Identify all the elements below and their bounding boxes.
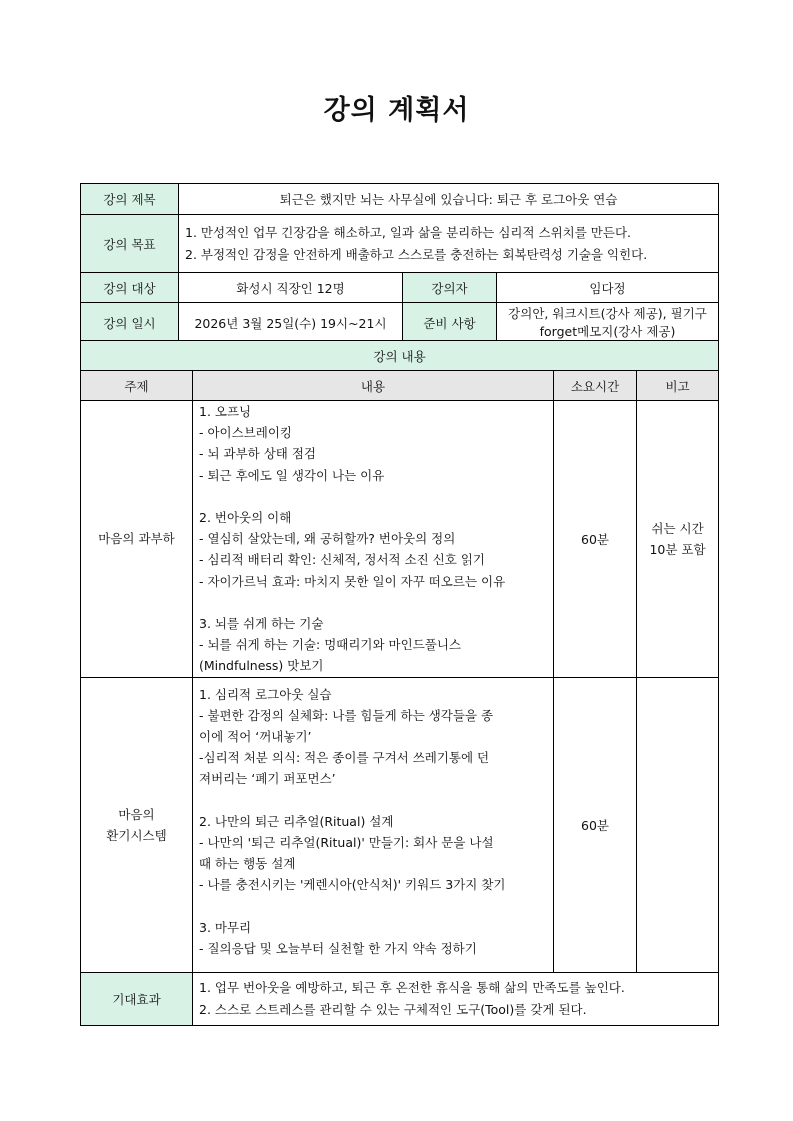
content-line: - 나를 충전시키는 '케렌시아(안식처)' 키워드 3가지 찾기 <box>199 877 506 893</box>
prep-value <box>497 303 719 344</box>
effect-line: 1. 업무 번아웃을 예방하고, 퇴근 후 온전한 휴식을 통해 삶의 만족도를 높인다. <box>199 980 625 996</box>
content-line: 이에 적어 ‘꺼내놓기’ <box>199 729 312 745</box>
prep-line: forget메모지(강사 제공) <box>539 324 676 339</box>
table-row <box>81 401 719 678</box>
goal-label: 강의 목표 <box>81 215 179 273</box>
content-line: 1. 오프닝 <box>199 404 252 419</box>
note-cell <box>637 677 719 972</box>
content-line: - 심리적 배터리 확인: 신체적, 정서적 소진 신호 읽기 <box>199 552 485 568</box>
header-topic: 주제 <box>81 371 193 401</box>
topic-line: 마음의 <box>118 806 155 822</box>
header-note: 비고 <box>637 371 719 401</box>
note-line: 10분 포함 <box>649 541 706 557</box>
effect-line: 2. 스스로 스트레스를 관리할 수 있는 구체적인 도구(Tool)를 갖게 된다. <box>199 1001 587 1017</box>
note-line: 쉬는 시간 <box>651 520 704 536</box>
table-row <box>81 677 719 972</box>
title-value: 퇴근은 했지만 뇌는 사무실에 있습니다: 퇴근 후 로그아웃 연습 <box>179 184 719 215</box>
content-line: - 질의응답 및 오늘부터 실천할 한 가지 약속 정하기 <box>199 941 477 957</box>
goal-line: 2. 부정적인 감정을 안전하게 배출하고 스스로를 충전하는 회복탄력성 기술을 익힌다. <box>185 246 648 262</box>
content-line: 1. 심리적 로그아웃 실습 <box>199 686 332 702</box>
content-line: - 퇴근 후에도 일 생각이 나는 이유 <box>199 467 385 483</box>
target-label: 강의 대상 <box>81 273 179 303</box>
content-line: - 불편한 감정의 실체화: 나를 힘들게 하는 생각들을 종 <box>199 707 494 723</box>
instructor-value: 임다정 <box>497 273 719 303</box>
date-label: 강의 일시 <box>81 303 179 344</box>
content-line: - 뇌를 쉬게 하는 기술: 멍때리기와 마인드풀니스 <box>199 637 461 653</box>
content-line: 3. 마무리 <box>199 919 252 935</box>
effect-label: 기대효과 <box>81 972 193 1025</box>
content-cell <box>193 401 554 678</box>
goal-line: 1. 만성적인 업무 긴장감을 해소하고, 일과 삶을 분리하는 심리적 스위치를 만든다. <box>185 225 632 241</box>
note-cell <box>637 401 719 678</box>
target-value: 화성시 직장인 12명 <box>179 273 403 303</box>
content-cell <box>193 677 554 972</box>
content-line: - 열심히 살았는데, 왜 공허할까? 번아웃의 정의 <box>199 531 456 547</box>
topic-cell <box>81 677 193 972</box>
content-line: 져버리는 ‘폐기 퍼포먼스’ <box>199 771 336 787</box>
effect-value <box>193 972 719 1025</box>
content-line: 2. 번아웃의 이해 <box>199 510 292 525</box>
content-section-label: 강의 내용 <box>81 341 719 371</box>
content-line: 3. 뇌를 쉬게 하는 기술 <box>199 616 324 631</box>
content-line: - 자이가르닉 효과: 마치지 못한 일이 자꾸 떠오르는 이유 <box>199 573 506 589</box>
topic-line: 마음의 과부하 <box>98 531 175 547</box>
info-table <box>80 183 719 344</box>
prep-line: 강의안, 워크시트(강사 제공), 필기구 <box>508 306 707 321</box>
content-line: 때 하는 행동 설계 <box>199 856 296 872</box>
topic-line: 환기시스템 <box>106 827 167 843</box>
topic-cell <box>81 401 193 678</box>
content-line: -심리적 처분 의식: 적은 종이를 구겨서 쓰레기통에 던 <box>199 750 490 766</box>
goal-value <box>179 215 719 273</box>
duration-cell: 60분 <box>554 401 637 678</box>
page-title: 강의 계획서 <box>323 95 470 126</box>
header-content: 내용 <box>193 371 554 401</box>
instructor-label: 강의자 <box>403 273 497 303</box>
content-line: 2. 나만의 퇴근 리추얼(Ritual) 설계 <box>199 813 394 829</box>
content-line: - 뇌 과부하 상태 점검 <box>199 446 317 462</box>
content-line: (Mindfulness) 맛보기 <box>199 658 324 674</box>
date-value: 2026년 3월 25일(수) 19시~21시 <box>179 303 403 344</box>
content-line: - 나만의 '퇴근 리추얼(Ritual)' 만들기: 회사 문을 나설 <box>199 835 494 851</box>
content-line: - 아이스브레이킹 <box>199 425 293 441</box>
prep-label: 준비 사항 <box>403 303 497 344</box>
content-table <box>80 340 719 1026</box>
title-label: 강의 제목 <box>81 184 179 215</box>
header-duration: 소요시간 <box>554 371 637 401</box>
duration-cell: 60분 <box>554 677 637 972</box>
